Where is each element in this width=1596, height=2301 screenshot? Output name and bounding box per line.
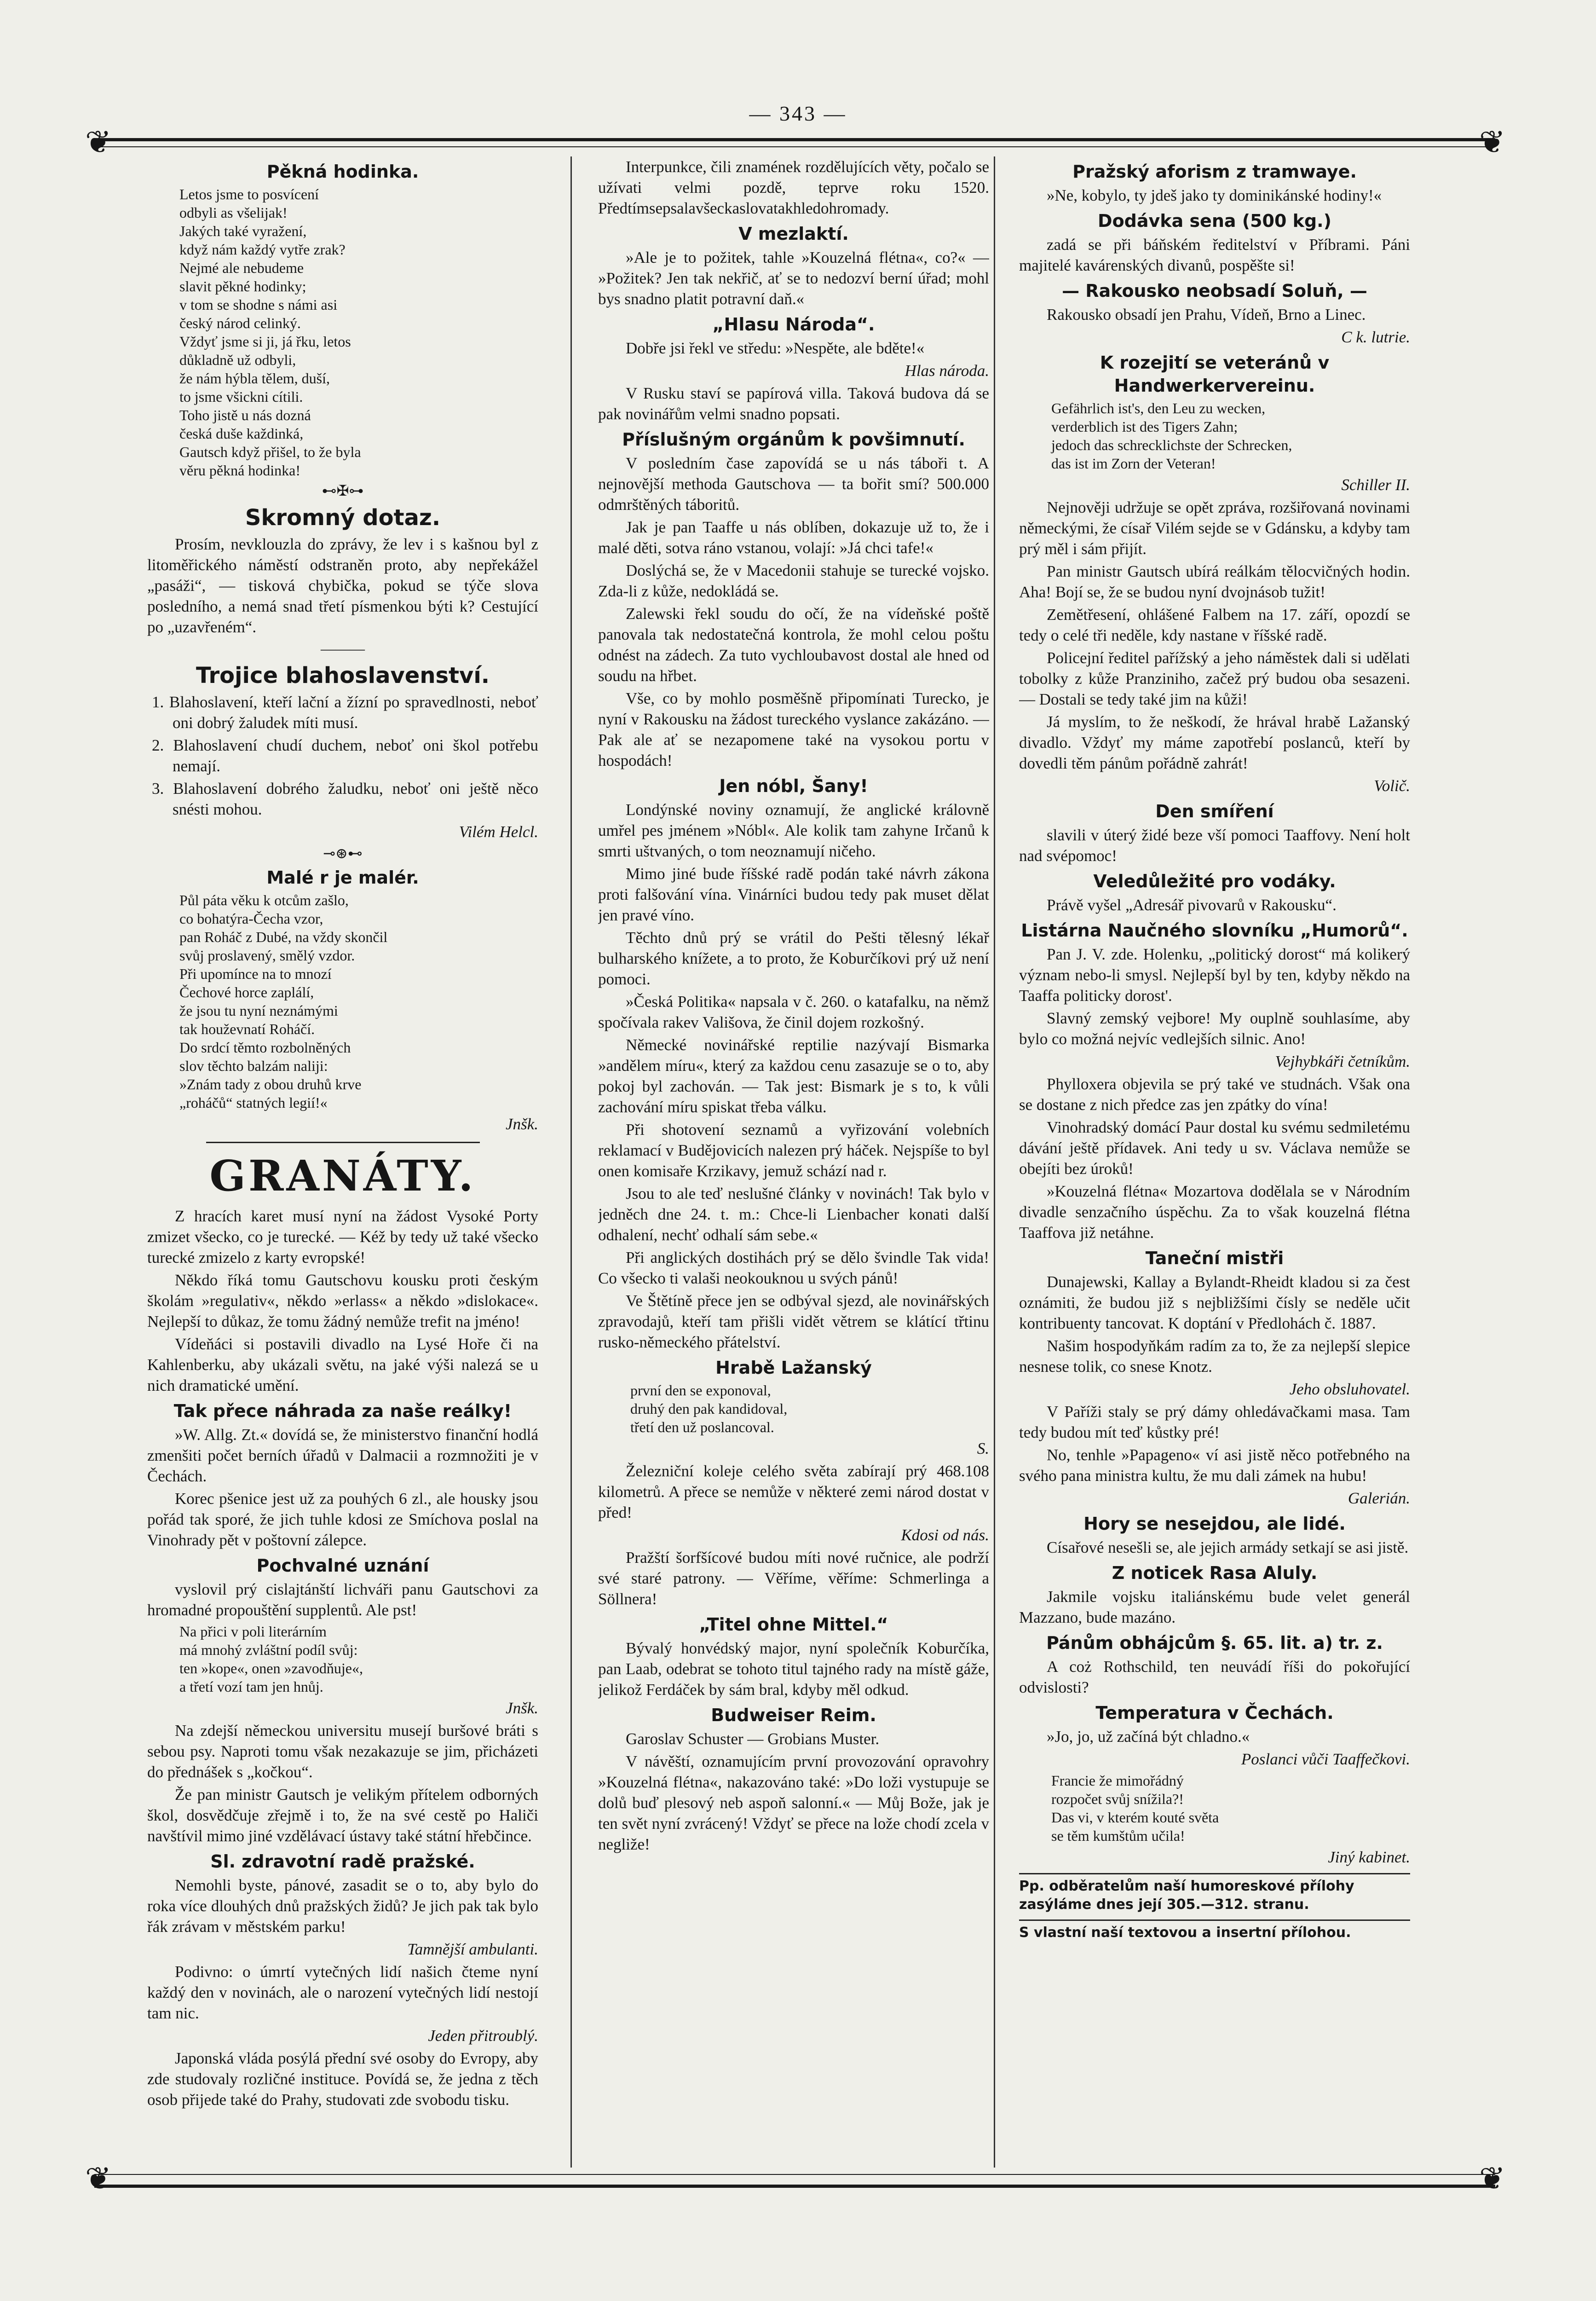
poem-line: Vždyť jsme si ji, já řku, letos <box>179 333 351 350</box>
page-number: — 343 — <box>749 102 847 125</box>
article-title: Budweiser Reim. <box>711 1705 876 1725</box>
poem-line: co bohatýra-Čecha vzor, <box>179 910 323 927</box>
poem-line: slavit pěkné hodinky; <box>179 278 306 295</box>
signature: Hlas národa. <box>905 362 989 380</box>
article-text: »Ne, kobylo, ty jdeš jako ty dominikánské hodiny!« <box>1047 186 1382 204</box>
signature: Schiller II. <box>1341 476 1410 494</box>
supplement-notice: S vlastní naší textovou a insertní přílohou. <box>1019 1919 1410 1942</box>
article-text: Zemětřesení, ohlášené Falbem na 17. září, opozdí se tedy o celé tři neděle, kdy nastane v říšské radě. <box>1019 606 1410 644</box>
article-title: „Titel ohne Mittel.“ <box>699 1614 888 1635</box>
signature: Poslanci vůči Taaffečkovi. <box>1241 1750 1410 1768</box>
article-text: »Ale je to požitek, tahle »Kouzelná flétna«, co?« — »Požitek? Jen tak nekřič, ať se to nedozví berní úřad; mohl bys snadno platit potravní daň.« <box>598 249 989 308</box>
poem-line: Toho jistě u nás dozná <box>179 407 311 423</box>
poem-line: „roháčů“ statných legií!« <box>179 1094 328 1111</box>
article-title: Temperatura v Čechách. <box>1095 1703 1334 1723</box>
column-divider <box>994 156 995 2168</box>
article-text: Policejní ředitel pařížský a jeho náměstek dali si udělati tobolky z kůže Pranziniho, začež prý budou oba sesazeni. — Dostali se tedy také jim na kůži! <box>1019 649 1410 708</box>
article-title: Skromný dotaz. <box>245 505 441 531</box>
article-title: Tak přece náhrada za naše reálky! <box>173 1401 512 1421</box>
poem <box>598 1381 989 1436</box>
signature: C k. lutrie. <box>1341 328 1410 346</box>
corner-ornament-icon: ❦ <box>85 2161 111 2196</box>
article-text: Železniční koleje celého světa zabírají prý 468.108 kilometrů. A přece se nemůže v některé zemi národ dostat v před! <box>598 1462 989 1521</box>
article-title: V mezlaktí. <box>738 224 849 244</box>
corner-ornament-icon: ❦ <box>85 125 111 160</box>
article-text: V posledním čase zapovídá se u nás táboři t. A nejnovější methoda Gautschova — ta bořit smí? 500.000 odmrštěných táboritů. <box>598 454 989 514</box>
corner-ornament-icon: ❦ <box>1479 125 1505 160</box>
article-title: Malé r je malér. <box>266 867 419 888</box>
article-text: Vídeňáci si postavili divadlo na Lysé Hoře či na Kahlenberku, aby ukázali světu, na jaké výši nalezá se u nich dramatické umění. <box>147 1335 538 1394</box>
poem-line: svůj proslavený, smělý vzdor. <box>179 947 355 964</box>
divider <box>206 1142 480 1143</box>
article-text: »Česká Politika« napsala v č. 260. o katafalku, na němž spočívala rakev Vališova, že činil dojem rozkošný. <box>598 993 989 1031</box>
article-text: Dobře jsi řekl ve středu: »Nespěte, ale bděte!« <box>626 339 925 357</box>
section-separator: ⊸⊛⊷ <box>323 845 363 861</box>
article-text: slavili v úterý židé beze vší pomoci Taaffovy. Není holt nad svépomoc! <box>1019 826 1410 865</box>
poem-line: to jsme všickni cítili. <box>179 388 303 405</box>
column-divider <box>570 156 572 2168</box>
article-text: Já myslím, to že neškodí, že hrával hrabě Lažanský divadlo. Vždyť my máme zapotřebí poslanců, kteří by dovedli těm pánům pořádně zahrát! <box>1019 713 1410 772</box>
article-text: No, tenhle »Papageno« ví asi jistě něco potřebného na svého pana ministra kultu, že mu dali zámek na hubu! <box>1019 1446 1410 1485</box>
poem-line: že nám hýbla tělem, duší, <box>179 370 330 387</box>
signature: Jeden přitroublý. <box>428 2027 538 2045</box>
poem-line: slov těchto balzám naliji: <box>179 1058 328 1074</box>
poem-line: ten »kope«, onen »zavodňuje«, <box>179 1660 363 1677</box>
article-title: Pěkná hodinka. <box>266 162 419 182</box>
article-text: Pan ministr Gautsch ubírá reálkám tělocvičných hodin. Aha! Bojí se, že se budou nyní dvojnásob tužit! <box>1019 562 1410 601</box>
article-title: Z noticek Rasa Aluly. <box>1112 1563 1318 1583</box>
article-text: Korec pšenice jest už za pouhých 6 zl., ale housky jsou pořád tak sporé, že jich tuhle kdosi ze Smíchova poslal na Vinohrady pět v poštovní zálepce. <box>147 1490 538 1549</box>
article-text: Podivno: o úmrtí vytečných lidí našich čteme nyní každý den v novinách, ale o narození vytečných lidí nestojí tam nic. <box>147 1963 538 2022</box>
article-title: Taneční mistři <box>1145 1248 1284 1268</box>
poem-line: třetí den už poslancoval. <box>630 1419 774 1435</box>
article-text: Těchto dnů prý se vrátil do Pešti tělesný lékař bulharského knížete, a to proto, že Koburčíkovi prý už není pomoci. <box>598 929 989 988</box>
signature: Tamnější ambulanti. <box>407 1940 538 1958</box>
article-title: Den smíření <box>1155 801 1274 821</box>
poem <box>1019 1771 1410 1845</box>
column-middle <box>598 156 989 2168</box>
article-text: V návěští, oznamujícím první provozování opravohry »Kouzelná flétna«, nakazováno také: »Do loži vystupuje se dolů buď plesový neb aspoň salonní.« — Můj Bože, jak je ten svět nyní zvrácený! Vždyť se přece na lože chodí zcela v negliže! <box>598 1752 989 1853</box>
article-text: Jakmile vojsku italiánskému bude velet generál Mazzano, bude mazáno. <box>1019 1588 1410 1626</box>
poem-line: Nejmé ale nebudeme <box>179 260 304 276</box>
poem-line: »Znám tady z obou druhů krve <box>179 1076 362 1093</box>
poem-line: Jakých také vyražení, <box>179 223 307 239</box>
article-text: Rakousko obsadí jen Prahu, Vídeň, Brno a Linec. <box>1047 306 1366 324</box>
signature: Galerián. <box>1348 1489 1410 1507</box>
article-title: Hrabě Lažanský <box>715 1358 872 1378</box>
poem-line: má mnohý zvláštní podíl svůj: <box>179 1642 358 1658</box>
poem <box>147 185 538 480</box>
article-text: Jsou to ale teď neslušné články v novinách! Tak bylo v jedněch dne 24. t. m.: Chce-li Lienbacher konati další odhalení, nechť odhalí sám sebe.« <box>598 1185 989 1244</box>
poem-line: Půl páta věku k otcům zašlo, <box>179 892 349 908</box>
poem-line: Při upomínce na to mnozí <box>179 965 332 982</box>
list-item: 2. Blahoslavení chudí duchem, neboť oni škol potřebu nemají. <box>152 736 538 775</box>
article-text: Doslýchá se, že v Macedonii stahuje se turecké vojsko. Zda-li z kůže, nedokládá se. <box>598 561 989 600</box>
article-title: Listárna Naučného slovníku „Humorů“. <box>1021 920 1408 941</box>
poem-line: tak houževnatí Roháčí. <box>179 1021 315 1037</box>
list-item: 3. Blahoslavení dobrého žaludku, neboť oni ještě něco snésti mohou. <box>152 780 538 818</box>
article-text: Při anglických dostihách prý se dělo švindle Tak vida! Co všecko ti valaši neokouknou u svých pánů! <box>598 1249 989 1287</box>
article-text: A coż Rothschild, ten neuvádí říši do pokořující odvislosti? <box>1019 1658 1410 1696</box>
poem-line: verderblich ist des Tigers Zahn; <box>1051 418 1238 435</box>
section-separator: ——— <box>321 640 365 657</box>
article-text: Japonská vláda posýlá přední své osoby do Evropy, aby zde studovaly rozličné instituce. Povídá se, že jedna z těch osob přijede také do Prahy, studovati zde svobodu tisku. <box>147 2049 538 2109</box>
article-text: Na zdejší německou universitu musejí buršové bráti s sebou psy. Naproti tomu však nezakazuje se jim, přicházeti do přednášek s „kočkou“. <box>147 1722 538 1781</box>
article-text: Slavný zemský vejbore! My ouplně souhlasíme, aby bylo co možná nejvíc vedlejších silnic. Ano! <box>1019 1009 1410 1048</box>
poem-line: odbyli as všelijak! <box>179 204 288 221</box>
article-text: Zalewski řekl soudu do očí, že na vídeňské poště panovala tak nedostatečná kontrola, že mohl celou poštu odnést na zádech. Za tuto vychloubavost dostal ale hned od soudu na hřbet. <box>598 605 989 685</box>
signature: Volič. <box>1374 777 1410 795</box>
section-separator: ⊷✠⊶ <box>322 482 364 499</box>
poem-line: das ist im Zorn der Veteran! <box>1051 455 1216 472</box>
signature: Jeho obsluhovatel. <box>1289 1380 1410 1398</box>
article-text: Našim hospodyňkám radím za to, že za nejlepší slepice nesnese tolik, co snese Knotz. <box>1019 1337 1410 1376</box>
article-text: Právě vyšel „Adresář pivovarů v Rakousku“. <box>1047 896 1337 914</box>
poem-line: pan Roháč z Dubé, na vždy skončil <box>179 929 388 945</box>
article-text: Vinohradský domácí Paur dostal ku svému sedmiletému dávání ještě přídavek. Ani tedy u sv. Václava nemůže se obejíti bez úroků! <box>1019 1118 1410 1178</box>
article-text: vyslovil prý cislajtánští lichváři panu Gautschovi za hromadné propouštění supplentů. Ale pst! <box>147 1580 538 1619</box>
article-title: Příslušným orgánům k povšimnutí. <box>622 429 965 450</box>
list-item: 1. Blahoslavení, kteří lační a žízní po spravedlnosti, neboť oni dobrý žaludek míti musí. <box>152 693 538 732</box>
article-text: Vše, co by mohlo posměšně připomínati Turecko, je nyní v Rakousku na žádost tureckého vyslance zakázáno. — Pak ale ať se nezapomene také na vysokou portu v hospodách! <box>598 689 989 769</box>
poem-line: druhý den pak kandidoval, <box>630 1400 788 1417</box>
article-title: „Hlasu Národa“. <box>712 314 875 335</box>
poem-line: že jsou tu nyní neznámými <box>179 1002 338 1019</box>
article-title: Trojice blahoslavenství. <box>196 663 490 688</box>
signature: S. <box>977 1440 989 1457</box>
article-text: Mimo jiné bude říšské radě podán také návrh zákona proti falšování vína. Vinárníci budou tedy pak muset dělat jen pravé víno. <box>598 865 989 924</box>
article-text: Nejnověji udržuje se opět zpráva, rozšiřovaná novinami německými, že císař Vilém sejde se v Gdánsku, a kdyby tam prý měl i sám přijít. <box>1019 498 1410 558</box>
article-text: Nemohli byste, pánové, zasadit se o to, aby bylo do roka více dlouhých dnů pražských židů? Je jich pak tak bylo řák zrávam v městském parku! <box>147 1876 538 1936</box>
article-title: — Rakousko neobsadí Soluň, — <box>1062 281 1367 301</box>
article-title: Pánům obhájcům §. 65. lit. a) tr. z. <box>1046 1633 1383 1653</box>
article-text: Interpunkce, čili znamének rozdělujících věty, počalo se užívati velmi pozdě, teprve roku 1520. Předtímsepsalavšeckaslovatakhledohromady. <box>598 158 989 217</box>
article-text: »Kouzelná flétna« Mozartova dodělala se v Národním divadle senzačního úspěchu. Za to však kouzelná flétna Taaffova již netáhne. <box>1019 1182 1410 1242</box>
article-text: Dunajewski, Kallay a Bylandt-Rheidt kladou si za čest oznámiti, že budou již s nejbližšími čísly se neděle učit kontribuenty tancovat. K doptání v Předlohách č. 1887. <box>1019 1273 1410 1332</box>
signature: Kdosi od nás. <box>901 1526 989 1544</box>
article-text: V Rusku staví se papírová villa. Taková budova dá se pak novinářům velmi snadno popsati. <box>598 384 989 423</box>
poem-line: rozpočet svůj snížila?! <box>1051 1791 1184 1807</box>
article-text: Prosím, nevklouzla do zprávy, že lev i s kašnou byl z litoměřického náměstí odstraněn proto, aby nepřekážel „pasáži“, — tisková chybička, pokud se týče slova posledního, a nemá snad třetí písmenkou býti k? Cestující po „uzavřeném“. <box>147 535 538 636</box>
article-title: Sl. zdravotní radě pražské. <box>210 1851 475 1872</box>
poem <box>147 1622 538 1696</box>
signature: Vejhybkáři četníkům. <box>1275 1052 1410 1070</box>
article-text: zadá se při báňském ředitelství v Příbrami. Páni majitelé kavárenských divanů, pospěšte si! <box>1019 236 1410 274</box>
article-title: Hory se nesejdou, ale lidé. <box>1083 1514 1346 1534</box>
article-title: Dodávka sena (500 kg.) <box>1098 211 1331 231</box>
signature: Jnšk. <box>506 1699 538 1717</box>
signature: Jnšk. <box>506 1115 538 1133</box>
column-left <box>147 156 538 2168</box>
article-text: »Jo, jo, už začíná být chladno.« <box>1047 1728 1250 1746</box>
signature: Vilém Helcl. <box>459 823 538 841</box>
article-text: Phylloxera objevila se prý také ve studnách. Však ona se dostane z nich předce zas jen zpátky do vína! <box>1019 1075 1410 1114</box>
poem <box>147 891 538 1112</box>
poem-line: když nám každý vytře zrak? <box>179 241 346 258</box>
article-text: Císařové nesešli se, ale jejich armády setkají se asi jistě. <box>1047 1538 1409 1556</box>
poem-line: se těm kumštům učila! <box>1051 1827 1185 1844</box>
article-text: Německé novinářské reptilie nazývají Bismarka »andělem míru«, který za každou cenu zasazuje se o to, aby pokoj byl zachován. — Tak jest: Bismark je s to, k vůli zachování míru spiskat třeba válku. <box>598 1036 989 1116</box>
article-title: K rozejití se veteránů v Handwerkervereinu. <box>1100 353 1330 396</box>
article-text: Z hracích karet musí nyní na žádost Vysoké Porty zmizet všecko, co je turecké. — Kéž by tedy už také všecko turecké zmizelo z karty evropské! <box>147 1207 538 1266</box>
article-text: Pan J. V. zde. Holenku, „politický dorost“ má kolikerý význam nebo-li smysl. Nejlepší byl by ten, kdyby někdo na Taaffa politicky dorost'. <box>1019 945 1410 1005</box>
poem-line: Francie že mimořádný <box>1051 1772 1184 1789</box>
poem-line: Na přici v poli literárním <box>179 1623 327 1640</box>
column-right <box>1019 156 1410 2168</box>
article-title: Jen nóbl, Šany! <box>719 776 868 796</box>
article-text: Někdo říká tomu Gautschovu kousku proti českým školám »regulativ«, někdo »erlass« a někdo »dislokace«. Nejlepší to důkaz, že tomu žádný nemůže trefit na jméno! <box>147 1271 538 1330</box>
article-text: V Paříži staly se prý dámy ohledávačkami masa. Tam tedy budou mít teď kůstky pré! <box>1019 1403 1410 1441</box>
section-heading: GRANÁTY. <box>209 1151 476 1201</box>
poem-line: v tom se shodne s námi asi <box>179 296 338 313</box>
article-title: Pražský aforism z tramwaye. <box>1072 162 1357 182</box>
supplement-notice: Pp. odběratelům naší humoreskové přílohy zasýláme dnes její 305.—312. stranu. <box>1019 1873 1410 1914</box>
article-text: Garoslav Schuster — Grobians Muster. <box>626 1730 880 1748</box>
article-text: Bývalý honvédský major, nyní společník Koburčíka, pan Laab, odebrat se tohoto titul tajného rady na místě gáže, jelikož Ferdáček by sám bral, kdyby měl odkud. <box>598 1639 989 1699</box>
article-text: Londýnské noviny oznamují, že anglické královně umřel pes jménem »Nóbl«. Ale kolik tam zahyne Irčanů k smrti uštvaných, o tom neoznamují ničeho. <box>598 801 989 860</box>
poem <box>1019 399 1410 473</box>
poem-line: česká duše každinká, <box>179 425 304 442</box>
article-text: Při shotovení seznamů a vyřizování volebních reklamací v Budějovicích nalezen prý háček. Nejspíše to byl onen komisaře Krzikavy, jemuž schází nad r. <box>598 1121 989 1180</box>
corner-ornament-icon: ❦ <box>1479 2161 1505 2196</box>
poem-line: český národ celinký. <box>179 315 301 331</box>
poem-line: Das vi, v kterém kouté světa <box>1051 1809 1219 1826</box>
poem-line: Gautsch když přišel, to že byla <box>179 444 361 460</box>
article-text: Ve Štětíně přece jen se odbýval sjezd, ale novinářských zpravodajů, kteří tam přišli vidět větrem se klátící třtinu rusko-německého přátelství. <box>598 1292 989 1351</box>
signature: Jiný kabinet. <box>1328 1848 1410 1866</box>
poem-line: Do srdcí těmto rozbolněných <box>179 1039 351 1056</box>
poem-line: důkladně už odbyli, <box>179 352 296 368</box>
poem-line: a třetí vozí tam jen hnůj. <box>179 1678 323 1695</box>
article-text: »W. Allg. Zt.« dovídá se, že ministerstvo finanční hodlá zmenšiti počet berních úřadů v Dalmacii a rozmnožiti je v Čechách. <box>147 1426 538 1485</box>
article-title: Veledůležité pro vodáky. <box>1093 871 1336 891</box>
article-text: Pražští šorfšícové budou míti nové ručnice, ale podrží své staré patrony. — Věříme, věříme: Schmerlinga a Söllnera! <box>598 1549 989 1608</box>
poem-line: Gefährlich ist's, den Leu zu wecken, <box>1051 400 1266 416</box>
poem-line: jedoch das schrecklichste der Schrecken, <box>1051 437 1292 453</box>
poem-line: Letos jsme to posvícení <box>179 186 319 202</box>
poem-line: první den se exponoval, <box>630 1382 771 1399</box>
poem-line: Čechové horce zaplálí, <box>179 984 314 1000</box>
article-title: Pochvalné uznání <box>256 1555 429 1576</box>
poem-line: věru pěkná hodinka! <box>179 462 301 479</box>
article-text: Jak je pan Taaffe u nás oblíben, dokazuje už to, že i malé děti, sotva ráno vstanou, volají: »Já chci tafe!« <box>598 518 989 557</box>
article-text: Že pan ministr Gautsch je velikým přítelem odborných škol, dosvědčuje zřejmě i to, že na své cestě po Haliči navštívil mimo jiné vzdělávací ústavy také státní hřebčince. <box>147 1786 538 1845</box>
